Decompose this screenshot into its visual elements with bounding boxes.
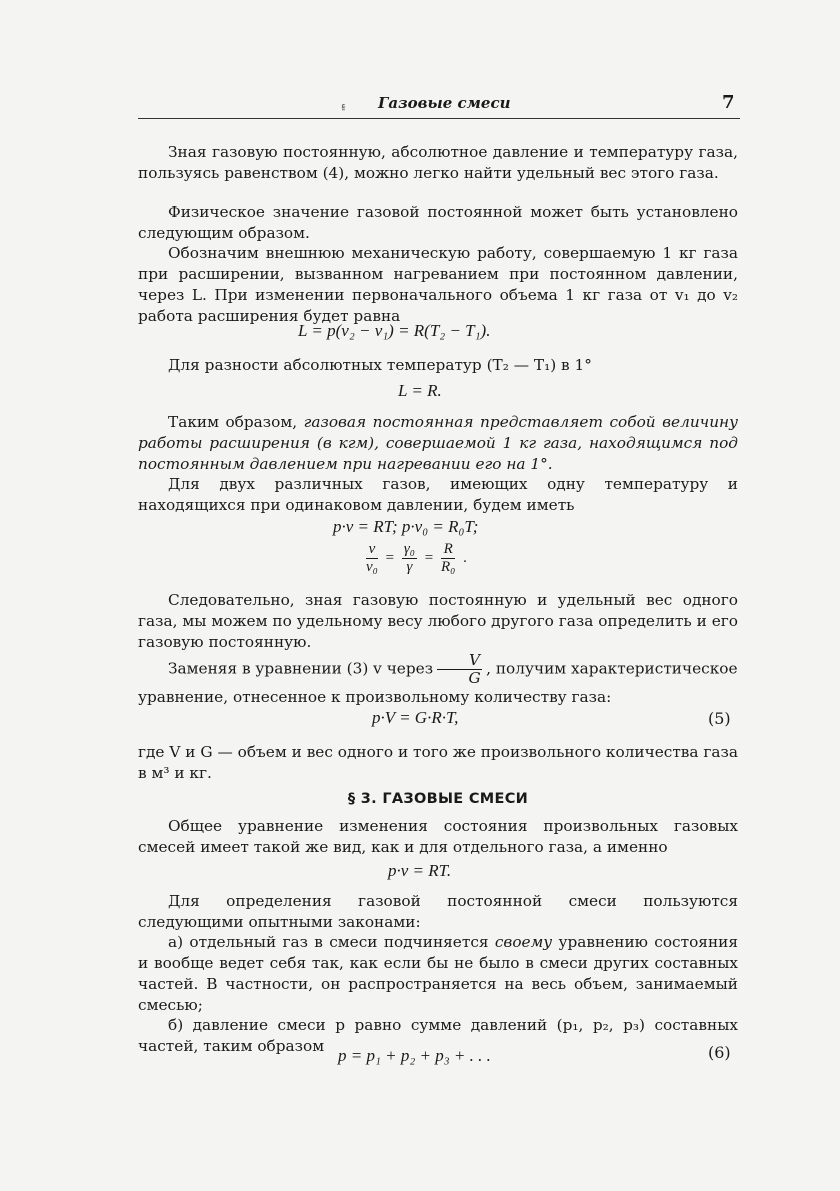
page-number: 7	[722, 92, 735, 113]
paragraph-1-block	[138, 142, 738, 184]
equation-ratio: $\frac{v}{\text{v₀}}$ = $\frac{\text{γ₀}}{\gamma}$ = $\frac{R}{\text{R₀}}$ .	[366, 541, 467, 575]
paragraph-2: Физическое значение газовой постоянной может быть установлено следующим образом.	[138, 203, 738, 242]
fraction-r-r0: $\frac{R}{\text{R₀}}$	[440, 541, 456, 575]
paragraph-10: Общее уравнение изменения состояния произвольных газовых смесей имеет такой же вид, как и для отдельного газа, а именно	[138, 817, 738, 856]
header-rule	[138, 118, 740, 119]
equation-l-equals-r: L = R.	[398, 381, 442, 400]
paragraph-11: Для определения газовой постоянной смеси пользуются следующими опытными законами:	[138, 892, 738, 931]
equation-dalton: p = p₁ + p₂ + p₃ + . . .	[338, 1046, 491, 1065]
paragraph-6-block	[138, 474, 738, 516]
paragraph-8-continuation: уравнение, отнесенное к произвольному количеству газа:	[138, 688, 612, 706]
paragraph-9: где V и G — объем и вес одного и того же произвольного количества газа в м³ и кг.	[138, 743, 738, 782]
paragraph-12: а) отдельный газ в смеси подчиняется своему уравнению состояния и вообще ведет себя так, как если бы не было в смеси других составных частей. В частности, он распространяется на весь объем, занимаемый смесью;	[138, 933, 738, 1014]
fraction-gamma: $\frac{\text{γ₀}}{\gamma}$	[403, 541, 415, 575]
paragraph-9-block	[138, 742, 738, 784]
paragraph-2-block	[138, 202, 738, 244]
equation-two-gases: p·v = RT; p·v₀ = R₀T;	[333, 517, 479, 536]
equation-number-5: (5)	[708, 709, 731, 728]
paragraph-13: б) давление смеси p равно сумме давлений (p₁, p₂, p₃) составных частей, таким образом	[138, 1016, 738, 1055]
paragraph-12-block	[138, 932, 738, 1016]
paragraph-10-block	[138, 816, 738, 858]
equation-number-6: (6)	[708, 1043, 731, 1062]
fraction-v-over-g: $\frac{V}{G}$	[437, 652, 482, 687]
paragraph-5-block	[138, 412, 738, 475]
paragraph-7: Следовательно, зная газовую постоянную и удельный вес одного газа, мы можем по удельному весу любого другого газа определить и его газовую постоянную.	[138, 591, 738, 651]
equation-work: L = p(v₂ − v₁) = R(T₂ − T₁).	[298, 321, 491, 340]
fraction-v-v0: $\frac{v}{\text{v₀}}$	[366, 541, 378, 575]
italic-own: своему	[494, 933, 553, 951]
paragraph-8-block	[138, 652, 738, 708]
paragraph-11-block	[138, 891, 738, 933]
paragraph-5-prefix: Таким образом,	[168, 413, 304, 431]
paragraph-4: Для разности абсолютных температур (T₂ — T₁) в 1°	[168, 356, 592, 374]
paragraph-7-block	[138, 590, 738, 653]
paragraph-1: Зная газовую постоянную, абсолютное давление и температуру газа, пользуясь равенством (4), можно легко найти удельный вес этого газа.	[138, 143, 738, 182]
equation-mixture: p·v = RT.	[388, 861, 452, 880]
paragraph-3: Обозначим внешнюю механическую работу, совершаемую 1 кг газа при расширении, вызванном нагреванием при постоянном давлении, через L. При изменении первоначального объема 1 кг газа от v₁ до v₂ работа расширения будет равна	[138, 244, 738, 325]
paragraph-3-block	[138, 243, 738, 327]
definition-italic: газовая постоянная представляет собой величину работы расширения (в кгм), совершаемой 1 кг газа, находящимся под постоянным давлением при нагревании его на 1°.	[138, 413, 738, 473]
header-mark: ۽	[340, 98, 347, 111]
section-heading: § 3. ГАЗОВЫЕ СМЕСИ	[347, 791, 529, 807]
paragraph-6: Для двух различных газов, имеющих одну температуру и находящихся при одинаковом давлении, будем иметь	[138, 475, 738, 514]
running-header-title: Газовые смеси	[378, 94, 511, 112]
paragraph-4-block	[138, 355, 738, 376]
paragraph-5	[138, 412, 738, 475]
paragraph-8: Заменяя в уравнении (3) v через $\frac{V}{G}$ , получим характеристическое	[168, 651, 738, 687]
equation-characteristic: p·V = G·R·T,	[372, 708, 459, 727]
